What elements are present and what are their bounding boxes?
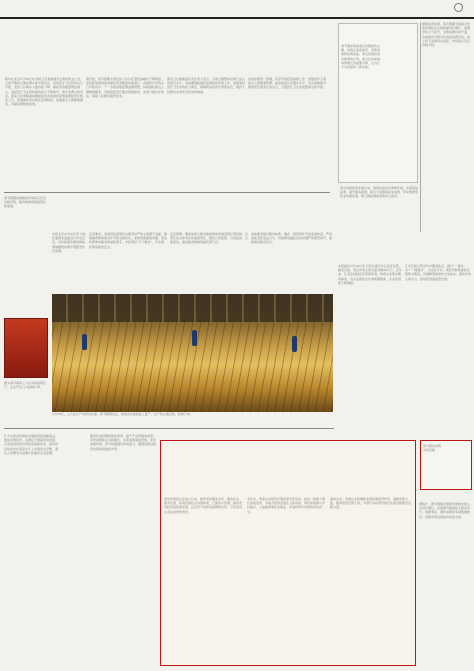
commentary-body-left: 扩大内需是构建新发展格局的战略基点。激活有效需求，关键在于提高供给质量，以高质量供给引领和创造新需求，推动供给和需求在更高水平上实现动态平衡，满足人民群众日益增长的美好生活需要。 [4,434,59,455]
worker-figure-left [82,334,87,350]
consumption-box-text: 春节期间消费市场回暖 [423,444,442,453]
worker-figure-center [192,330,197,346]
left-ad-box [4,318,48,378]
far-right-strip: 据商务部监测，春节假期全国重点零售和餐饮企业销售额同比增长，消费市场人气回升，文旅消费持续升温，各地推出丰富多彩的促消费活动，线上线下消费同步活跃，市场供应充足价格平稳。 [422,22,471,48]
header-divider [0,17,474,19]
left-ad-caption: 图为春节期间工人在车间加紧生产，企业开足马力赶制订单。 [4,381,47,390]
second-body-col3: 意见强调，要推动建立健全粮食购销领域监管长效机制，压紧压实主体责任和监督责任，强化日常监督，以案促改、以案促治，推动粮食购销领域风清气正。 [170,232,248,245]
feature-body-col3: 面向未来，贵商总会将继续发挥桥梁纽带作用，凝聚贵商力量，服务贵州发展大局，为谱写多彩贵州现代化建设新篇章贡献力量。 [330,497,412,510]
sidebar-callout-text: 春节假期各地粮食市场供应充足价格平稳，粮食购销领域监管持续加强。 [4,196,47,209]
seal-icon [454,3,463,12]
right-strip-divider [420,22,421,232]
second-body-col1: 本报北京1月30日讯 中央纪委国家监委近日印发意见，对持续深化粮食购销领域腐败问题专项整治作出部署。 [52,232,86,253]
second-body-col4: 各地要加强对粮食收购、储存、销售等环节的监督检查，严肃查处违纪违法行为，持续释放越往后执纪越严的强烈信号，保障国家粮食安全。 [251,232,333,245]
feature-body-col1: 贵州省贵商总会成立以来，始终坚持服务会员、服务社会、服务发展，积极搭建政企沟通桥梁，汇聚各方资源，推动贵州经济高质量发展。总会充分发挥贵商群体优势，引导会员企业投身贵州建设。 [164,497,243,514]
feature-body-col2: 多年来，贵商总会组织开展招商引资活动，促成一批重大项目落地贵州，为地方经济发展注入新动能。同时积极参与乡村振兴、公益慈善等社会事业，彰显新时代贵商的责任担当。 [247,497,326,514]
lead-body-col3: 国家卫生健康委有关负责人表示，当前全国整体疫情已进入低流行水平，各地要继续做好疫情防控各项工作，加强基层医疗卫生机构能力建设，保障药品和医疗物资供应，维护人民群众生命安全和身体健康。 [167,77,245,94]
lead-body-col1: 新华社北京1月30日电 国家卫生健康委员会新闻发言人表示春节期间全国疫情总体平稳有序，各地医疗卫生机构运行平稳，发热门诊就诊人数持续下降，重症患者数量明显减少，基层医疗卫生机构服务能力不断提升，医疗资源总体充足。国家卫生健康委将继续指导各地做好疫情监测和医疗救治工作，统筹做好农村地区疫情防控，加强重点人群健康服务，巩固疫情防控成果。 [5,77,83,107]
sidebar-callout [4,196,48,316]
lead-divider [4,192,330,193]
right-column-body: 据统计，春节假期全国国内旅游出游人次同比增长，实现国内旅游收入稳步回升。电影票房、餐饮消费等多项数据向好，消费市场呈现加快恢复态势。 [419,502,471,519]
column-body: 春节期间海南离岛免税销售火爆，免税店客流如织，消费者购物热情高涨。离岛免税政策持续释放红利，成为拉动海南消费增长的重要引擎，也为扩大内需提供了新动能。 [341,44,381,70]
factory-photo [52,294,333,412]
chongqing-body-col1: 本报重庆1月30日讯 记者从重庆市江北区获悉，截至目前，该区市场主体总量突破30万户。近年来，江北区持续优化营商环境，构建企业帮办服务体系，为企业提供全生命周期服务，企业获得感不断增强。 [338,264,402,285]
page-header [0,0,474,16]
photo-caption: 1月30日，工人在生产车间内忙碌。春节假期过后，各地企业陆续复工复产，生产线全速运转，赶制订单。 [52,412,193,416]
lead-body-col4: 各地按照统一部署，有序开展疫苗接种工作，加强老年人等重点人群健康管理，提高基层诊疗服务水平，切实保障春节期间医疗服务正常运行，全国医疗卫生系统整体运转平稳。 [248,77,326,90]
chongqing-body-col2: 江北区建立帮办代办服务队伍，推行“一窗综办”“一网通办”，为企业开办、项目审批等提供全程帮办服务，有效降低制度性交易成本，激发市场主体活力，推动经济高质量发展。 [405,264,471,281]
lead-body-col2: 据介绍，春节假期全国发热门诊诊疗量较高峰时下降明显，在院新冠病毒感染重症患者数量持续减少，各级医疗机构运行平稳有序。下一步将加强疫情监测预警，持续做好重点人群健康服务，巩固基层医疗服务网络建设，完善分级诊疗体系，保障人民群众就医需求。 [86,77,164,98]
commentary-body-right: 要深化供给侧结构性改革，提升产品和服务质量，培育消费新业态新模式，完善消费基础设施，优化消费环境，充分挖掘国内市场潜力，增强消费对经济发展的基础性作用。 [90,434,157,451]
mid-divider [4,428,334,429]
factory-roof [52,294,333,322]
column-body-lower: 离岛免税政策实施以来，海南持续优化购物环境，丰富商品品类，提升服务质量，吸引大量游客前来消费，带动旅游零售业快速发展，助力国际旅游消费中心建设。 [340,186,418,199]
worker-figure-right [292,336,297,352]
second-body-col2: 意见要求，各级纪检监察机关要坚持严的主基调不动摇，聚焦粮食购销重点环节和关键岗位，深挖彻查腐败问题，坚决斩断伸向粮食领域的黑手，守住管好“天下粮仓”，切实维护国家粮食安全。 [89,232,167,249]
